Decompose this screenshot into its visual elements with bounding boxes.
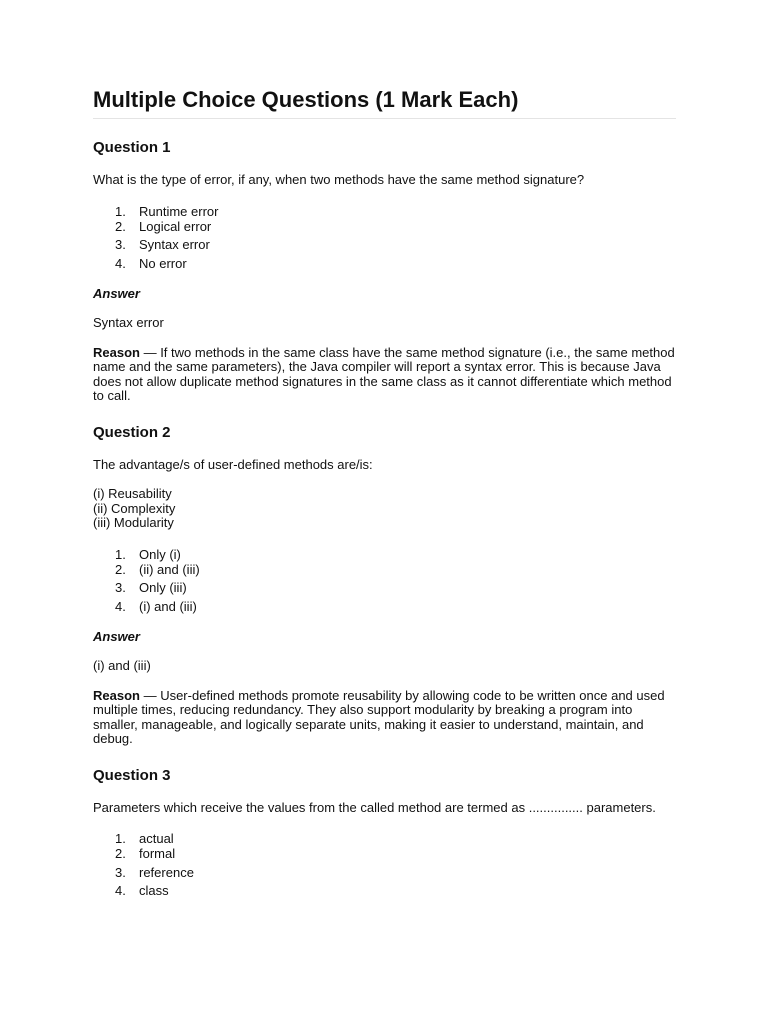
option-item	[93, 580, 676, 595]
sub-item: (iii) Modularity	[93, 515, 174, 530]
question-text: The advantage/s of user-defined methods are/is:	[93, 456, 373, 472]
option-label: Logical error	[139, 218, 212, 234]
option-number: 2.	[115, 846, 126, 861]
option-number: 4.	[115, 255, 126, 271]
option-item	[93, 831, 676, 846]
option-item	[93, 237, 676, 252]
reason-label: Reason	[93, 687, 140, 703]
option-number: 4.	[115, 883, 126, 898]
reason-text: — If two methods in the same class have the same method signature (i.e., the same method name and the same parameters), the Java compiler will report a syntax error. This is because Java does not allow duplicate method signatures in the same class as it cannot differentiate which method to call.	[93, 344, 675, 403]
question-text: Parameters which receive the values from the called method are termed as ............... parameters.	[93, 799, 656, 815]
option-label: (ii) and (iii)	[139, 561, 200, 577]
option-label: Only (i)	[139, 546, 181, 562]
option-label: reference	[139, 864, 194, 880]
answer-text: (i) and (iii)	[93, 658, 151, 673]
title-divider	[93, 118, 676, 119]
option-number: 3.	[115, 864, 126, 880]
option-label: actual	[139, 831, 174, 846]
option-number: 2.	[115, 561, 126, 577]
option-label: Syntax error	[139, 237, 210, 252]
question-3	[93, 767, 676, 899]
option-number: 3.	[115, 580, 126, 595]
option-label: formal	[139, 846, 176, 861]
question-heading: Question 2	[93, 423, 171, 441]
question-heading: Question 3	[93, 766, 171, 784]
answer-label: Answer	[93, 628, 140, 644]
question-text: What is the type of error, if any, when two methods have the same method signature?	[93, 172, 585, 187]
option-item	[93, 562, 676, 577]
reason-paragraph	[93, 346, 676, 404]
answer-label: Answer	[93, 285, 140, 301]
page-title: Multiple Choice Questions (1 Mark Each)	[93, 87, 519, 112]
option-item	[93, 883, 676, 898]
option-label: class	[139, 883, 169, 898]
option-number: 1.	[115, 203, 126, 219]
reason-label: Reason	[93, 344, 140, 360]
option-label: Only (iii)	[139, 580, 187, 595]
reason-text: — User-defined methods promote reusability by allowing code to be written once and used multiple times, reducing redundancy. They also support modularity by breaking a program into smaller, manageable, and logically separate units, making it easier to understand, maintain, and debug.	[93, 687, 665, 746]
answer-text: Syntax error	[93, 315, 164, 330]
question-1	[93, 139, 676, 404]
option-item	[93, 865, 676, 880]
option-label: No error	[139, 255, 187, 271]
sub-item: (i) Reusability	[93, 486, 172, 501]
option-number: 4.	[115, 598, 126, 614]
option-number: 3.	[115, 237, 126, 252]
option-item	[93, 547, 676, 562]
option-label: Runtime error	[139, 203, 219, 219]
option-item	[93, 599, 676, 614]
option-item	[93, 219, 676, 234]
option-number: 1.	[115, 546, 126, 562]
options-list	[93, 831, 676, 898]
reason-paragraph	[93, 689, 676, 747]
option-number: 2.	[115, 218, 126, 234]
question-2	[93, 424, 676, 747]
options-list	[93, 547, 676, 614]
question-heading: Question 1	[93, 139, 171, 156]
option-item	[93, 256, 676, 271]
sub-item: (ii) Complexity	[93, 500, 176, 516]
option-item	[93, 846, 676, 861]
question-sub-items	[93, 487, 676, 531]
options-list	[93, 204, 676, 271]
option-item	[93, 204, 676, 219]
option-label: (i) and (iii)	[139, 598, 197, 614]
option-number: 1.	[115, 831, 126, 846]
